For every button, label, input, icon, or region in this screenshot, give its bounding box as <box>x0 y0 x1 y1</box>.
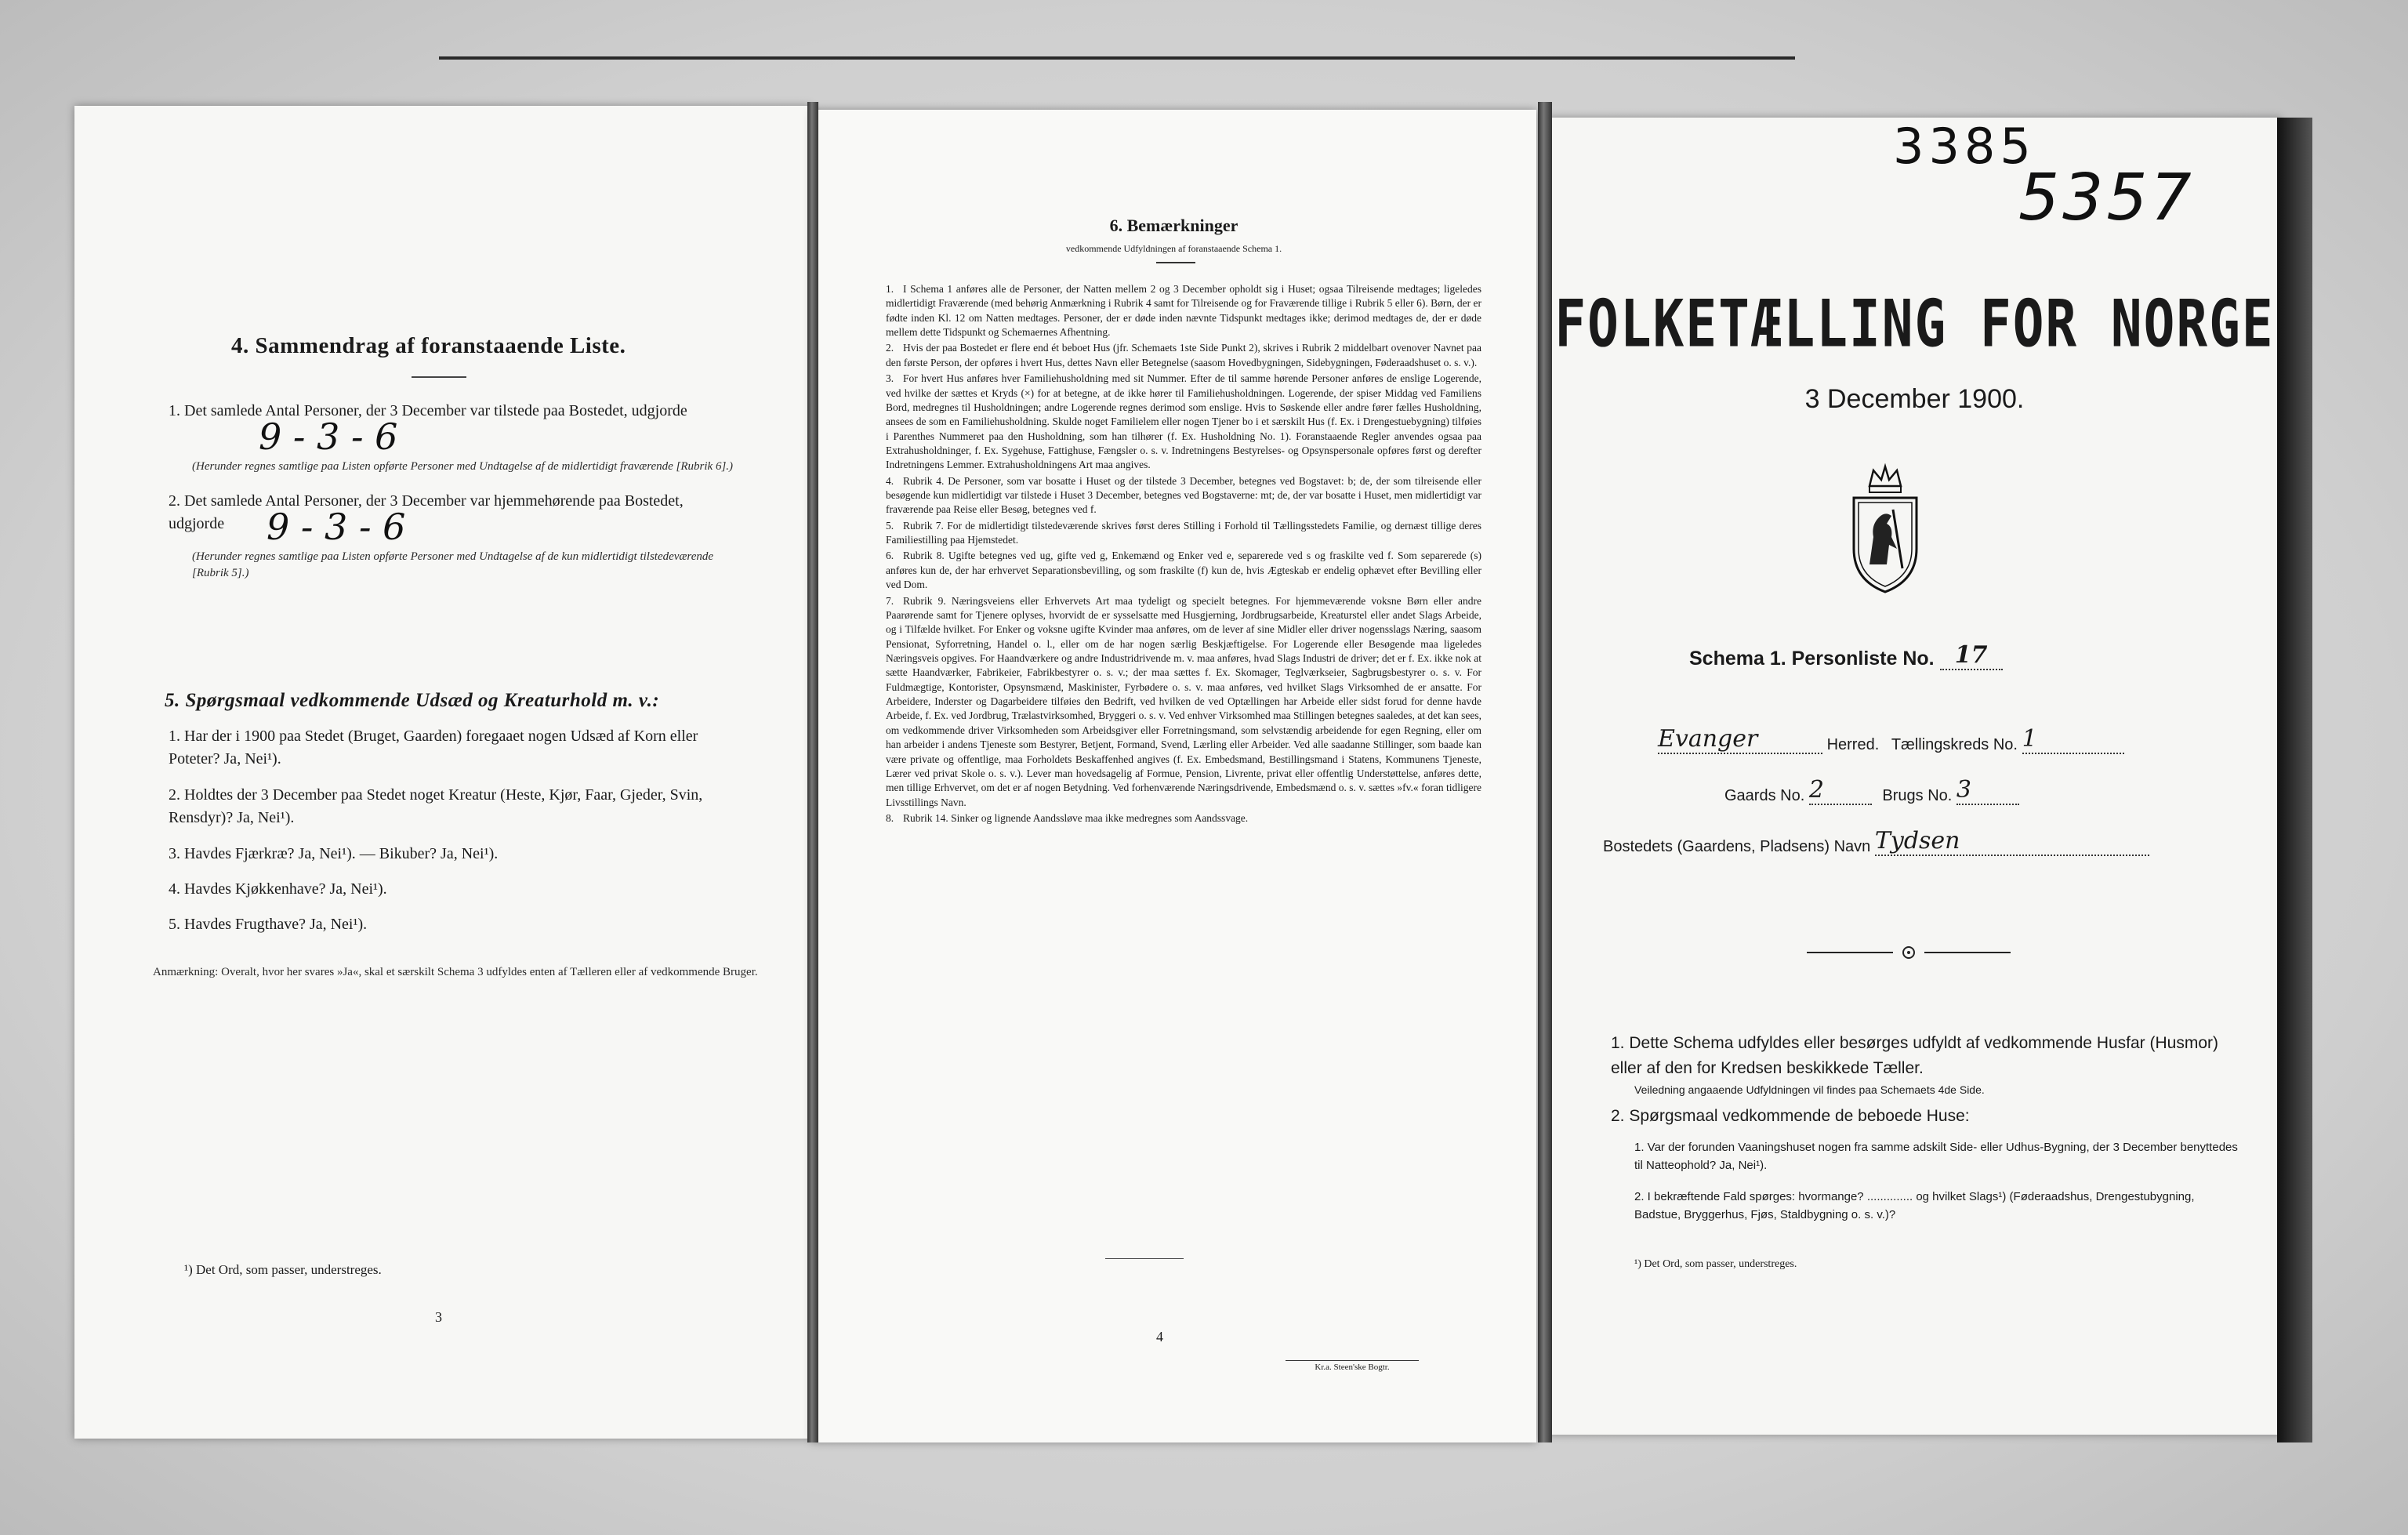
instruction-2-question-1: 1. Var der forunden Vaaningshuset nogen fra samme adskilt Side- eller Udhus-Bygning, der 3 December benyttedes til Natteophold? Ja, Nei¹). <box>1634 1141 2238 1173</box>
page-fold <box>807 102 818 1442</box>
s5-question-2: 2. Holdtes der 3 December paa Stedet noget Kreatur (Heste, Kjør, Faar, Gjeder, Svin, Rensdyr)? Ja, Nei¹). <box>169 786 703 826</box>
coat-of-arms-icon <box>1846 463 1924 596</box>
remark-item: 8. Rubrik 14. Sinker og lignende Aandssløve maa ikke medregnes som Aandssvage. <box>886 811 1249 824</box>
herred-line <box>1658 725 2124 754</box>
end-rule <box>1105 1258 1184 1259</box>
gaards-field: 2 <box>1809 776 1872 805</box>
s5-question-5: 5. Havdes Frugthave? Ja, Nei¹). <box>169 916 368 933</box>
brugs-field: 3 <box>1956 776 2019 805</box>
s5-question-3: 3. Havdes Fjærkræ? Ja, Nei¹). — Bikuber? Ja, Nei¹). <box>169 845 499 862</box>
top-rule <box>439 56 1795 60</box>
ornament-divider-icon <box>1807 941 2011 964</box>
remark-item: 4. Rubrik 4. De Personer, som var bosatte i Huset og der tilstede 3 December, betegnes ved Bogstavet: b; de, der som tilreisende eller besøgende kun midlertidigt var tilstede i Huset 3 December, betegnes ved Bogstaverne: mt; de, der var bosatte i Huset, men midlertidigt var fraværende paa Reise eller Besøg, betegnes ved f. <box>886 474 1481 516</box>
s5-question-1: 1. Har der i 1900 paa Stedet (Bruget, Gaarden) foregaaet nogen Udsæd af Korn eller Poteter? Ja, Nei¹). <box>169 728 698 768</box>
footnote: ¹) Det Ord, som passer, understreges. <box>1634 1258 1797 1270</box>
q1-note: (Herunder regnes samtlige paa Listen opførte Personer med Undtagelse af de midlertidigt fraværende [Rubrik 6].) <box>192 460 734 473</box>
q2-text: 2. Det samlede Antal Personer, der 3 December var hjemmehørende paa Bostedet, udgjorde <box>169 492 684 532</box>
instruction-2: 2. Spørgsmaal vedkommende de beboede Huse: <box>1611 1107 1970 1125</box>
right-page <box>1548 118 2281 1435</box>
remarks-list <box>886 282 1481 827</box>
gaards-label: Gaards No. <box>1724 787 1805 804</box>
page-fold <box>1538 102 1552 1442</box>
herred-label: Herred. <box>1826 736 1880 753</box>
s5-question-4: 4. Havdes Kjøkkenhave? Ja, Nei¹). <box>169 880 387 898</box>
remark-item: 2. Hvis der paa Bostedet er flere end ét beboet Hus (jfr. Schemaets 1ste Side Punkt 2), skrives i Rubrik 2 middelbart ovenover Navnet paa den første Person, der opføres i hvert Hus, dettes Navn eller Betegnelse (saasom Hovedbygningen, Sidebygningen, Føderaadshuset o. s. v.). <box>886 342 1481 368</box>
section4-rule <box>412 376 466 378</box>
main-title: FOLKETÆLLING FOR NORGE <box>1554 286 2275 362</box>
left-page <box>74 106 811 1439</box>
q2-note: (Herunder regnes samtlige paa Listen opførte Personer med Undtagelse af de kun midlertidigt tilstedeværende [Rubrik 5].) <box>192 550 714 579</box>
bosted-line <box>1603 827 2149 856</box>
q1-text: 1. Det samlede Antal Personer, der 3 December var tilstede paa Bostedet, udgjorde <box>169 402 687 419</box>
gaards-line <box>1724 776 2019 805</box>
remark-item: 5. Rubrik 7. For de midlertidigt tilstedeværende skrives først deres Stilling i Forhold til Tællingsstedets Familie, og dernæst tillige deres Familiestilling paa Hjemstedet. <box>886 519 1481 546</box>
remark-item: 7. Rubrik 9. Næringsveiens eller Erhvervets Art maa tydeligt og specielt betegnes. For hjemmeværende voksne Børn eller andre Paarørende samt for Tjenere oplyses, hvorvidt de er sysselsatte med Husgjerning, Jordbrugsarbeide, Kreaturstel eller andet Slags Arbeide, og i Tilfælde hvilket. For Enker og voksne ugifte Kvinder maa anføres, om de lever af sine Midler eller driver nogensslags Næring, saasom Pensionat, Syforretning, Handel o. l., eller om de har nogen særlig Beskjæftigelse. For Logerende eller Besøgende maa ligeledes Næringsveis opgives. For Haandværkere og andre Industridrivende m. v. maa anføres, hvad Slags Industri de driver; det er f. Ex. ikke nok at sætte Haandværker, Fabrikeier, Fabrikbestyrer o. s. v.; der maa sættes f. Ex. Skomager, Teglværkseier, Sagbrugsbestyrer o. s. v. For Fuldmægtige, Kontorister, Opsynsmænd, Maskinister, Fyrbødere o. s. v. maa anføres, ved hvilket Slags Virksomhed de er ansatte. For Arbeidere, Inderster og Dagarbeidere tilføies den Bedrift, ved hvilken de ved Optællingen har Arbeide eller sidst forud for denne havde Arbeide, f. Ex. ved Jordbrug, Trælastvirksomhed, Bryggeri o. s. v. Ved enhver Virksomhed maa Stillingen betegnes saaledes, at det kan sees, om vedkommende driver Virksomheden som Arbeidsgiver eller Forretningsmand, som selvstændig arbeidende for egen Regning, eller om han arbeider i andens Tjeneste som Bestyrer, Betjent, Formand, Svend, Lærling eller Arbeider. Ved alle saadanne Stillinger, som baade kan være private og offentlige, maa Forholdets Beskaffenhed angives (f. Ex. Embedsmand, Bestillingsmand i Statens, Kommunens Tjeneste, Lærer ved privat Skole o. s. v.). Lever man hovedsagelig af Formue, Pension, Livrente, privat eller offentlig Understøttelse, anføres dette, men tillige Erhvervet, om det er af nogen Betydning. Ved forhenværende Næringsdrivende, Embedsmænd o. s. v. sættes »fv.« foran tidligere Livsstillings Navn. <box>886 594 1481 808</box>
footnote: ¹) Det Ord, som passer, understreges. <box>184 1262 382 1277</box>
instruction-1: 1. Dette Schema udfyldes eller besørges udfyldt af vedkommende Husfar (Husmor) eller af den for Kredsen beskikkede Tæller. <box>1611 1034 2219 1077</box>
schema-label: Schema 1. Personliste No. <box>1689 648 1935 670</box>
remark-item: 3. For hvert Hus anføres hver Familiehusholdning med sit Nummer. Efter de til samme hørende Personer anføres de enslige Logerende, ved hvilke der sættes et Kryds (×) for at betegne, at de ikke hører til Familiehusholdningen. Logerende, der spiser Middag ved Familiens Bord, medregnes til Husholdningen; andre Logerende regnes derimod som enslige. Hvis to Søskende eller andre fører fælles Husholdning, ansees de som en Familiehusholdning. Skulde noget Familielem eller nogen Tjener bo i et særskilt Hus (f. Ex. i Drengestuebygning) tilføies i Parenthes Nummeret paa den Husholdning, som han tilhører (f. Ex. Husholdning No. 1). Foranstaaende Regler anvendes ogsaa paa Extrahusholdninger, f. Ex. Sygehuse, Fattighuse, Fængsler o. s. v. Indretningens Bestyrelses- og Opsynspersonale opføres først og derefter Indretningens Lemmer. Extrahusholdningens Art maa angives. <box>886 372 1481 471</box>
q1-handwritten-value: 9 - 3 - 6 <box>259 416 398 458</box>
instruction-1-sub: Veiledning angaaende Udfyldningen vil findes paa Schemaets 4de Side. <box>1634 1083 1985 1096</box>
remark-item: 1. I Schema 1 anføres alle de Personer, der Natten mellem 2 og 3 December opholdt sig i Huset; ogsaa Tilreisende medtages; ligeledes midlertidigt Fraværende (med behørig Anmærkning i Rubrik 4 samt for Tilreisende og for Fraværende tillige i Rubrik 5 eller 6). Børn, der er fødte inden Kl. 12 om Natten medtages. Personer, der er døde inden nævnte Tidspunkt medtages ikke; derimod medtages de, der er døde mellem dette Tidspunkt og Schemaernes Afhentning. <box>886 283 1481 339</box>
right-page-edge <box>2277 118 2312 1442</box>
schema-number-field: 17 <box>1940 641 2003 670</box>
kreds-label: Tællingskreds No. <box>1891 736 2018 753</box>
section5-title: 5. Spørgsmaal vedkommende Udsæd og Kreaturhold m. v.: <box>165 690 660 711</box>
remarks-title: 6. Bemærkninger <box>1109 216 1238 235</box>
remark: Anmærkning: Overalt, hvor her svares »Ja«, skal et særskilt Schema 3 udfyldes enten af Tælleren eller af vedkommende Bruger. <box>153 966 758 978</box>
kreds-field: 1 <box>2022 725 2124 754</box>
page-number: 4 <box>1156 1329 1163 1344</box>
archive-number-2: 5357 <box>2018 161 2195 235</box>
printer-imprint: Kr.a. Steen'ske Bogtr. <box>1286 1360 1419 1372</box>
remarks-rule <box>1156 262 1195 263</box>
instruction-2-question-2: 2. I bekræftende Fald spørges: hvormange? .............. og hvilket Slags¹) (Føderaadshus, Drengestubygning, Badstue, Bryggerhus, Fjøs, Staldbygning o. s. v.)? <box>1634 1190 2195 1222</box>
q2-handwritten-value: 9 - 3 - 6 <box>267 506 406 548</box>
bosted-field: Tydsen <box>1875 827 2149 856</box>
remarks-subtitle: vedkommende Udfyldningen af foranstaaende Schema 1. <box>1065 243 1282 254</box>
bosted-label: Bostedets (Gaardens, Pladsens) Navn <box>1603 838 1871 855</box>
brugs-label: Brugs No. <box>1882 787 1953 804</box>
remark-item: 6. Rubrik 8. Ugifte betegnes ved ug, gifte ved g, Enkemænd og Enker ved e, separerede ved s og fraskilte ved f. Som separerede (s) anføres kun de, der har erhvervet Separationsbevilling, og som fraskilte (f) kun de, hvis Ægteskab er endelig ophævet efter Bevilling eller ved Dom. <box>886 550 1481 591</box>
schema-line <box>1689 641 2003 670</box>
page-number: 3 <box>435 1309 442 1325</box>
middle-page <box>811 110 1536 1442</box>
archive-number-1: 3385 <box>1893 118 2036 175</box>
section4-title: 4. Sammendrag af foranstaaende Liste. <box>231 333 626 358</box>
herred-field: Evanger <box>1658 725 1822 754</box>
census-date: 3 December 1900. <box>1804 384 2025 414</box>
